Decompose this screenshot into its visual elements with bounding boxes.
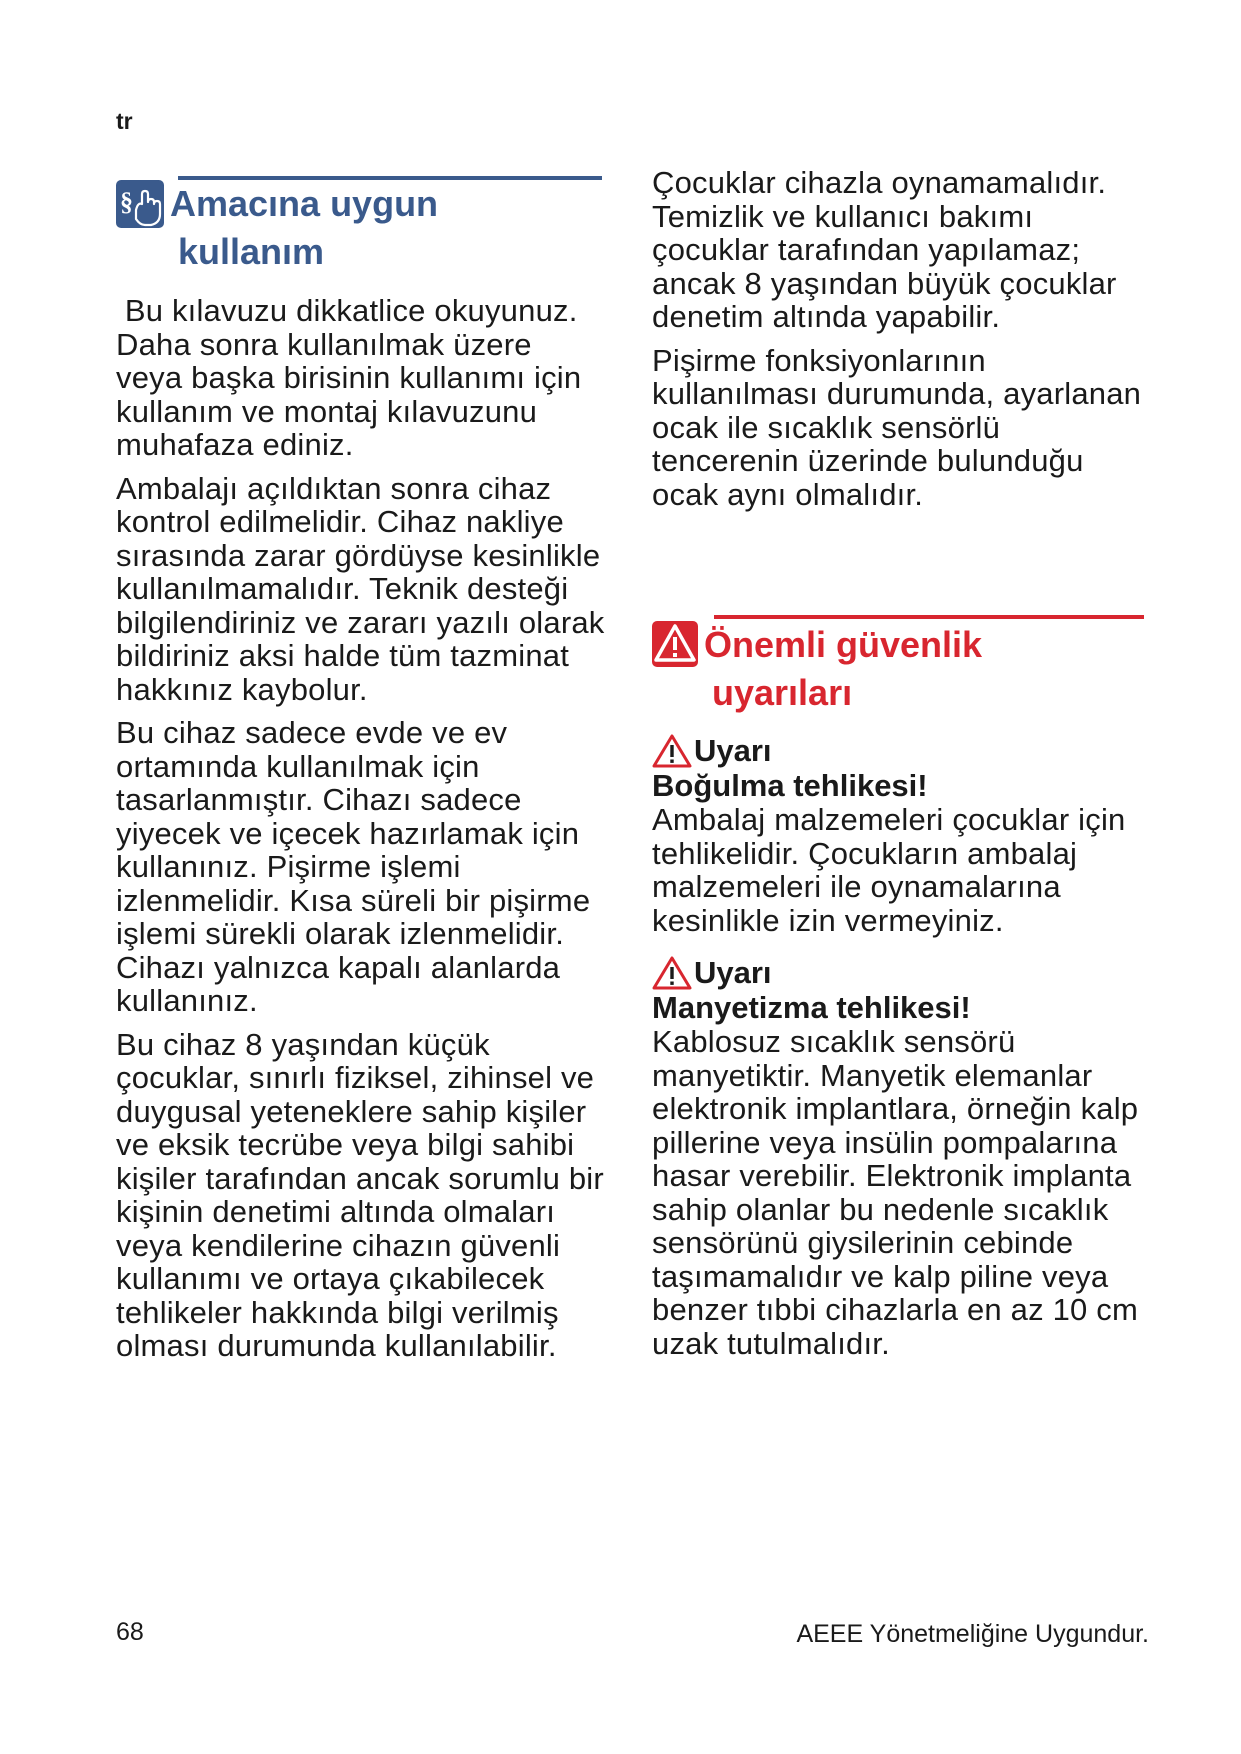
- warning-icon: [652, 956, 692, 990]
- warning-text: Ambalaj malzemeleri çocuklar için tehlikelidir. Çocukların ambalaj malzemeleri ile oynamalarına kesinlikle izin vermeyiniz.: [652, 802, 1126, 938]
- heading-rule: [178, 176, 602, 180]
- paragraph: Pişirme fonksiyonlarının kullanılması durumunda, ayarlanan ocak ile sıcaklık sensörlü tencerenin üzerinde bulunduğu ocak aynı olmalıdır.: [652, 342, 1142, 512]
- intended-use-heading: [116, 160, 606, 276]
- warning-title: Manyetizma tehlikesi!: [652, 990, 971, 1025]
- warning-label-text: Uyarı: [694, 955, 772, 990]
- paragraph: Çocuklar cihazla oynamamalıdır. Temizlik ve kullanıcı bakımı çocuklar tarafından yapılamaz; ancak 8 yaşından büyük çocuklar denetim altında yapabilir.: [652, 165, 1117, 334]
- right-column: [652, 166, 1142, 1360]
- warning-label: [652, 955, 1142, 991]
- paragraph: Bu cihaz 8 yaşından küçük çocuklar, sınırlı fiziksel, zihinsel ve duygusal yeteneklere sahip kişiler ve eksik tecrübe veya bilgi sahibi kişiler tarafından ancak sorumlu bir kişinin denetimi altında olmaları veya kendilerine cihazın güvenli kullanımı ve ortaya çıkabilecek tehlikeler hakkında bilgi verilmiş olması durumunda kullanılabilir.: [116, 1026, 604, 1363]
- paragraph-hand-icon: [116, 180, 164, 228]
- warning-title: Boğulma tehlikesi!: [652, 768, 928, 803]
- language-code: tr: [116, 108, 133, 134]
- page-number: 68: [116, 1618, 144, 1646]
- warning-block: [652, 955, 1142, 1360]
- warning-label: [652, 733, 1142, 769]
- heading-rule: [714, 615, 1144, 619]
- warning-label-text: Uyarı: [694, 733, 772, 768]
- heading-line-1: Önemli güvenlik: [704, 624, 983, 665]
- paragraph: Bu kılavuzu dikkatlice okuyunuz. Daha sonra kullanılmak üzere veya başka birisinin kullanımı için kullanım ve montaj kılavuzunu muhafaza ediniz.: [116, 293, 591, 462]
- svg-text:§: §: [120, 187, 133, 216]
- warning-triangle-icon: [652, 621, 698, 667]
- safety-heading: [652, 599, 1142, 717]
- paragraph: Bu cihaz sadece evde ve ev ortamında kullanılmak için tasarlanmıştır. Cihazı sadece yiyecek ve içecek hazırlamak için kullanınız. Pişirme işlemi izlenmelidir. Kısa süreli bir pişirme işlemi sürekli olarak izlenmelidir. Cihazı yalnızca kapalı alanlarda kullanınız.: [116, 715, 591, 1018]
- paragraph: Ambalajı açıldıktan sonra cihaz kontrol edilmelidir. Cihaz nakliye sırasında zarar gördüyse kesinlikle kullanılmamalıdır. Teknik desteği bilgilendiriniz ve zararı yazılı olarak bildiriniz aksi halde tüm tazminat hakkınız kaybolur.: [116, 470, 605, 707]
- warning-icon: [652, 734, 692, 768]
- heading-line-2: kullanım: [178, 231, 325, 272]
- warning-text: Kablosuz sıcaklık sensörü manyetiktir. Manyetik elemanlar elektronik implantlara, örneğin kalp pillerine veya insülin pompalarına hasar verebilir. Elektronik implanta sahip olanlar bu nedenle sıcaklık sensörünü giysilerinin cebinde taşımamalıdır ve kalp piline veya benzer tıbbi cihazlarla en az 10 cm uzak tutulmalıdır.: [652, 1024, 1139, 1361]
- left-body: [116, 294, 606, 1363]
- left-column: [116, 160, 606, 1363]
- heading-line-1: Amacına uygun: [170, 183, 439, 224]
- compliance-note: AEEE Yönetmeliğine Uygundur.: [796, 1620, 1149, 1648]
- heading-line-2: uyarıları: [712, 672, 853, 713]
- warning-block: [652, 733, 1142, 937]
